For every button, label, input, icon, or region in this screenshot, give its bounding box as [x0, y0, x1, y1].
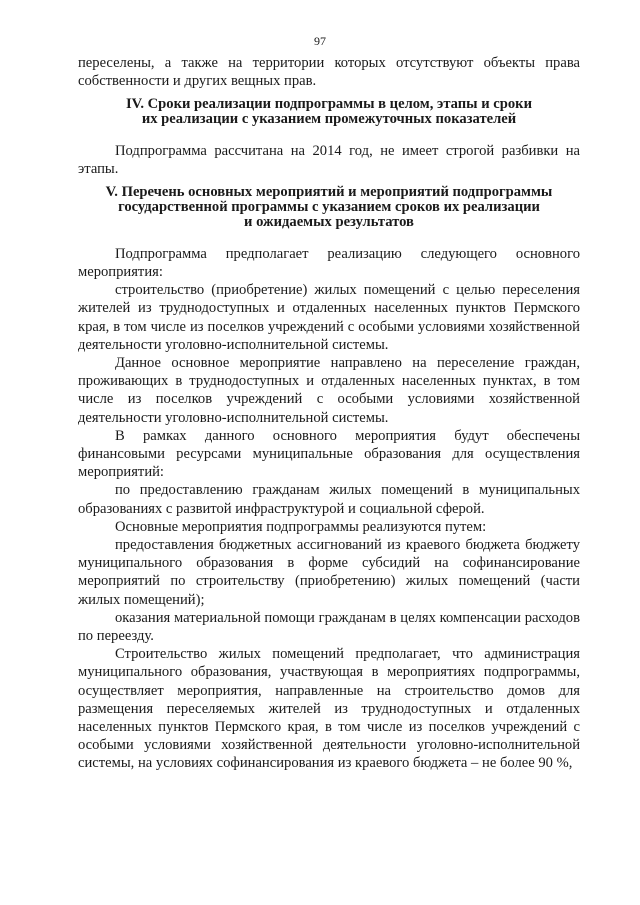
section-heading-v-line2: государственной программы с указанием сроков их реализации — [118, 199, 540, 216]
paragraph-continuation: переселены, а также на территории которых отсутствуют объекты права собственности и других вещных прав. — [78, 55, 580, 90]
paragraph-v-1: Подпрограмма предполагает реализацию следующего основного мероприятия: — [78, 245, 580, 280]
paragraph-iv-1: Подпрограмма рассчитана на 2014 год, не имеет строгой разбивки на этапы. — [78, 143, 580, 178]
paragraph-v-6: Основные мероприятия подпрограммы реализуются путем: — [115, 518, 487, 535]
section-heading-v — [78, 185, 580, 229]
paragraph-v-7: предоставления бюджетных ассигнований из краевого бюджета бюджету муниципального образования в форме субсидий на софинансирование мероприятий по строительству (приобретению) жилых помещений (части жилых помещений); — [78, 537, 580, 608]
paragraph-v-2: строительство (приобретение) жилых помещений с целью переселения жителей из труднодоступных и отдаленных населенных пунктов Пермского края, в том числе из поселков учреждений с особыми условиями хозяйственной деятельности уголовно-исполнительной системы. — [78, 282, 580, 353]
paragraph-v-8: оказания материальной помощи гражданам в целях компенсации расходов по переезду. — [78, 609, 580, 645]
section-heading-iv-line1: IV. Сроки реализации подпрограммы в целом, этапы и сроки — [126, 96, 532, 113]
section-heading-iv — [78, 97, 580, 127]
paragraph-v-4: В рамках данного основного мероприятия будут обеспечены финансовыми ресурсами муниципальные образования для осуществления мероприятий: — [78, 427, 580, 481]
paragraph-v-3: Данное основное мероприятие направлено на переселение граждан, проживающих в труднодоступных и отдаленных населенных пунктах, в том числе из поселков учреждений с особыми условиями хозяйственной деятельности уголовно-исполнительной системы. — [78, 355, 580, 426]
page-number: 97 — [314, 34, 326, 48]
section-heading-v-line3: и ожидаемых результатов — [244, 214, 414, 230]
section-heading-iv-line2: их реализации с указанием промежуточных показателей — [141, 111, 517, 128]
page-content — [78, 54, 580, 773]
paragraph-v-5: по предоставлению гражданам жилых помещений в муниципальных образованиях с развитой инфраструктурой и социальной сферой. — [78, 482, 580, 517]
section-heading-v-line1: V. Перечень основных мероприятий и мероприятий подпрограммы — [105, 184, 553, 201]
paragraph-v-9: Строительство жилых помещений предполагает, что администрация муниципального образования, участвующая в мероприятиях подпрограммы, осуществляет мероприятия, направленные на строительство домов для размещения переселяемых жителей из труднодоступных и отдаленных населенных пунктов Пермского края, в том числе из поселков учреждений с особыми условиями хозяйственной деятельности уголовно-исполнительной системы, на условиях софинансирования из краевого бюджета – не более 90 %, — [78, 646, 580, 772]
